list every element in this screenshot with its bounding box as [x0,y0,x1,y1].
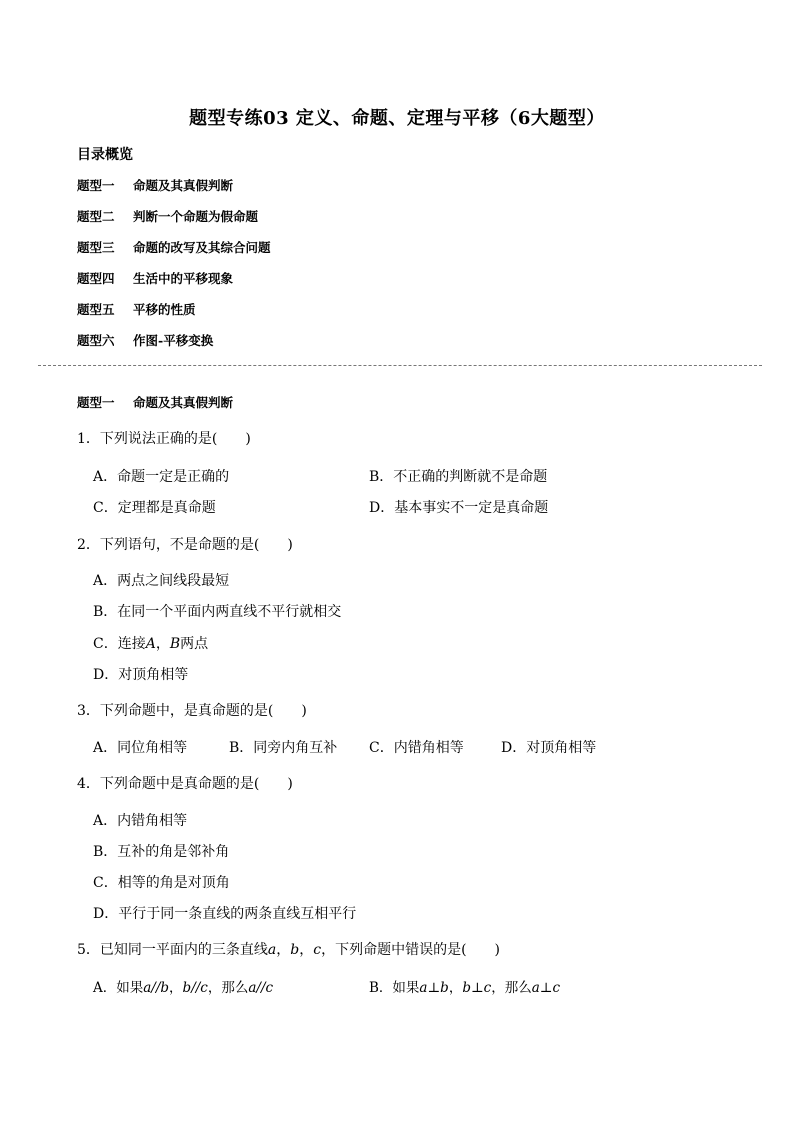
toc-item[interactable] [77,269,233,287]
comma: ， [169,980,183,996]
relation: b⊥c [462,980,492,996]
toc-item[interactable] [77,207,258,225]
toc-item-number: 题型五 [77,302,115,317]
option-d[interactable]: D．平行于同一条直线的两条直线互相平行 [93,906,357,922]
option-a-text: A．如果 [93,980,144,996]
toc-item-number: 题型四 [77,271,115,286]
option-c-tail: 两点 [180,636,209,652]
relation: a//b [143,980,170,996]
variable-b: B [169,636,181,652]
toc-item[interactable] [77,176,233,194]
relation: a⊥c [531,980,561,996]
option-b[interactable]: B．互补的角是邻补角 [93,844,230,860]
relation: a⊥b [419,980,449,996]
variable-a: A [145,636,156,652]
question-1-stem: 1．下列说法正确的是( ) [77,431,251,447]
comma: ， [276,942,291,958]
comma: ， [299,942,314,958]
option-b[interactable] [369,976,560,996]
option-a[interactable]: A．内错角相等 [93,813,188,829]
variable-c: c [313,942,322,958]
comma: ， [448,980,463,996]
option-c-text: C．连接 [93,636,146,652]
option-c[interactable]: C．相等的角是对顶角 [93,875,230,891]
page-title: 题型专练03 定义、命题、定理与平移（6大题型） [189,108,605,129]
question-4-stem: 4．下列命题中是真命题的是( ) [77,776,293,792]
option-b[interactable]: B．不正确的判断就不是命题 [369,469,548,485]
option-c[interactable]: C．内错角相等 [369,740,464,756]
variable-b: b [290,942,300,958]
option-a[interactable] [93,976,273,996]
toc-item[interactable] [77,331,213,349]
variable-a: a [267,942,277,958]
toc-item-text: 作图-平移变换 [133,333,214,348]
option-b[interactable]: B．在同一个平面内两直线不平行就相交 [93,604,342,620]
stem-text-end: ，下列命题中错误的是( ) [321,942,501,958]
question-3-stem: 3．下列命题中，是真命题的是( ) [77,703,307,719]
stem-text: 5．已知同一平面内的三条直线 [77,942,268,958]
option-a[interactable]: A．同位角相等 [93,740,188,756]
section-number: 题型一 [77,395,115,410]
relation: b//c [182,980,208,996]
toc-item-number: 题型六 [77,333,115,348]
option-a-mid: ，那么 [207,980,249,996]
toc-item[interactable] [77,300,196,318]
toc-item-text: 判断一个命题为假命题 [133,209,259,224]
toc-item-text: 生活中的平移现象 [133,271,234,286]
option-a[interactable]: A．命题一定是正确的 [93,469,230,485]
toc-item[interactable] [77,238,271,256]
section-title: 命题及其真假判断 [133,395,234,410]
toc-item-number: 题型三 [77,240,115,255]
toc-item-text: 平移的性质 [133,302,196,317]
option-b-mid: ，那么 [491,980,532,996]
toc-item-number: 题型一 [77,178,115,193]
option-c[interactable] [93,633,208,653]
question-2-stem: 2．下列语句，不是命题的是( ) [77,537,293,553]
option-b-text: B．如果 [369,980,420,996]
option-a[interactable]: A．两点之间线段最短 [93,573,230,589]
relation: a//c [248,980,274,996]
toc-item-text: 命题及其真假判断 [133,178,234,193]
option-d[interactable]: D．对顶角相等 [93,667,189,683]
option-c[interactable]: C．定理都是真命题 [93,500,216,516]
option-d[interactable]: D．基本事实不一定是真命题 [369,500,549,516]
toc-item-number: 题型二 [77,209,115,224]
question-5-stem [77,939,500,959]
section-divider [38,365,762,366]
option-b[interactable]: B．同旁内角互补 [229,740,338,756]
section-heading [77,393,233,411]
toc-heading: 目录概览 [77,147,133,163]
toc-item-text: 命题的改写及其综合问题 [133,240,271,255]
comma: ， [155,636,170,652]
option-d[interactable]: D．对顶角相等 [501,740,597,756]
